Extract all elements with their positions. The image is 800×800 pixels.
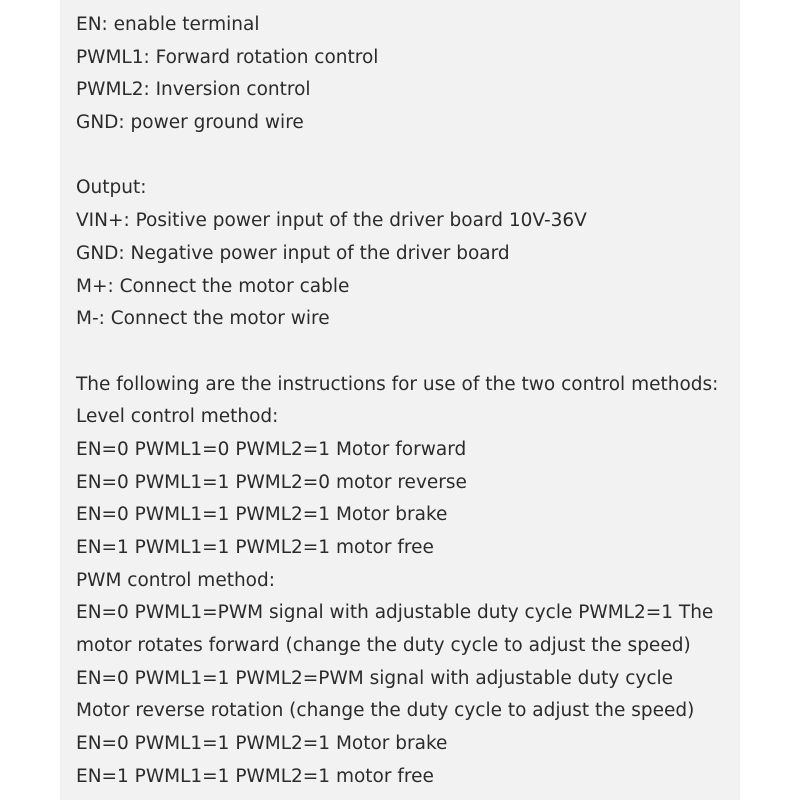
pwm-control-heading: PWM control method: bbox=[76, 569, 275, 591]
level-line-1: EN=0 PWML1=0 PWML2=1 Motor forward bbox=[76, 438, 467, 460]
output-m-plus: M+: Connect the motor cable bbox=[76, 275, 350, 297]
input-pin-list bbox=[76, 9, 740, 140]
pin-gnd: GND: power ground wire bbox=[76, 112, 304, 134]
output-heading: Output: bbox=[76, 177, 147, 199]
pin-pwml2: PWML2: Inversion control bbox=[76, 79, 311, 101]
pwm-line-4: Motor reverse rotation (change the duty cycle to adjust the speed) bbox=[76, 700, 695, 722]
pwm-line-5: EN=0 PWML1=1 PWML2=1 Motor brake bbox=[76, 733, 448, 755]
spacer bbox=[76, 336, 740, 369]
pwm-line-3: EN=0 PWML1=1 PWML2=PWM signal with adjustable duty cycle bbox=[76, 667, 674, 689]
level-line-3: EN=0 PWML1=1 PWML2=1 Motor brake bbox=[76, 504, 448, 526]
level-control-heading: Level control method: bbox=[76, 406, 279, 428]
instructions-section bbox=[76, 369, 740, 794]
instruction-panel bbox=[60, 0, 740, 800]
pwm-line-2: motor rotates forward (change the duty cycle to adjust the speed) bbox=[76, 635, 691, 657]
output-section bbox=[76, 172, 740, 335]
level-line-4: EN=1 PWML1=1 PWML2=1 motor free bbox=[76, 537, 434, 558]
pwm-line-6: EN=1 PWML1=1 PWML2=1 motor free bbox=[76, 765, 434, 787]
instructions-intro: The following are the instructions for use of the two control methods: bbox=[76, 373, 719, 395]
pin-pwml1: PWML1: Forward rotation control bbox=[76, 46, 379, 68]
pwm-line-1: EN=0 PWML1=PWM signal with adjustable duty cycle PWML2=1 The bbox=[76, 602, 714, 624]
output-m-minus: M-: Connect the motor wire bbox=[76, 308, 330, 330]
level-line-2: EN=0 PWML1=1 PWML2=0 motor reverse bbox=[76, 471, 467, 493]
output-vin: VIN+: Positive power input of the driver board 10V-36V bbox=[76, 210, 587, 232]
spacer bbox=[76, 140, 740, 173]
pin-en: EN: enable terminal bbox=[76, 14, 260, 35]
output-gnd: GND: Negative power input of the driver board bbox=[76, 242, 510, 264]
